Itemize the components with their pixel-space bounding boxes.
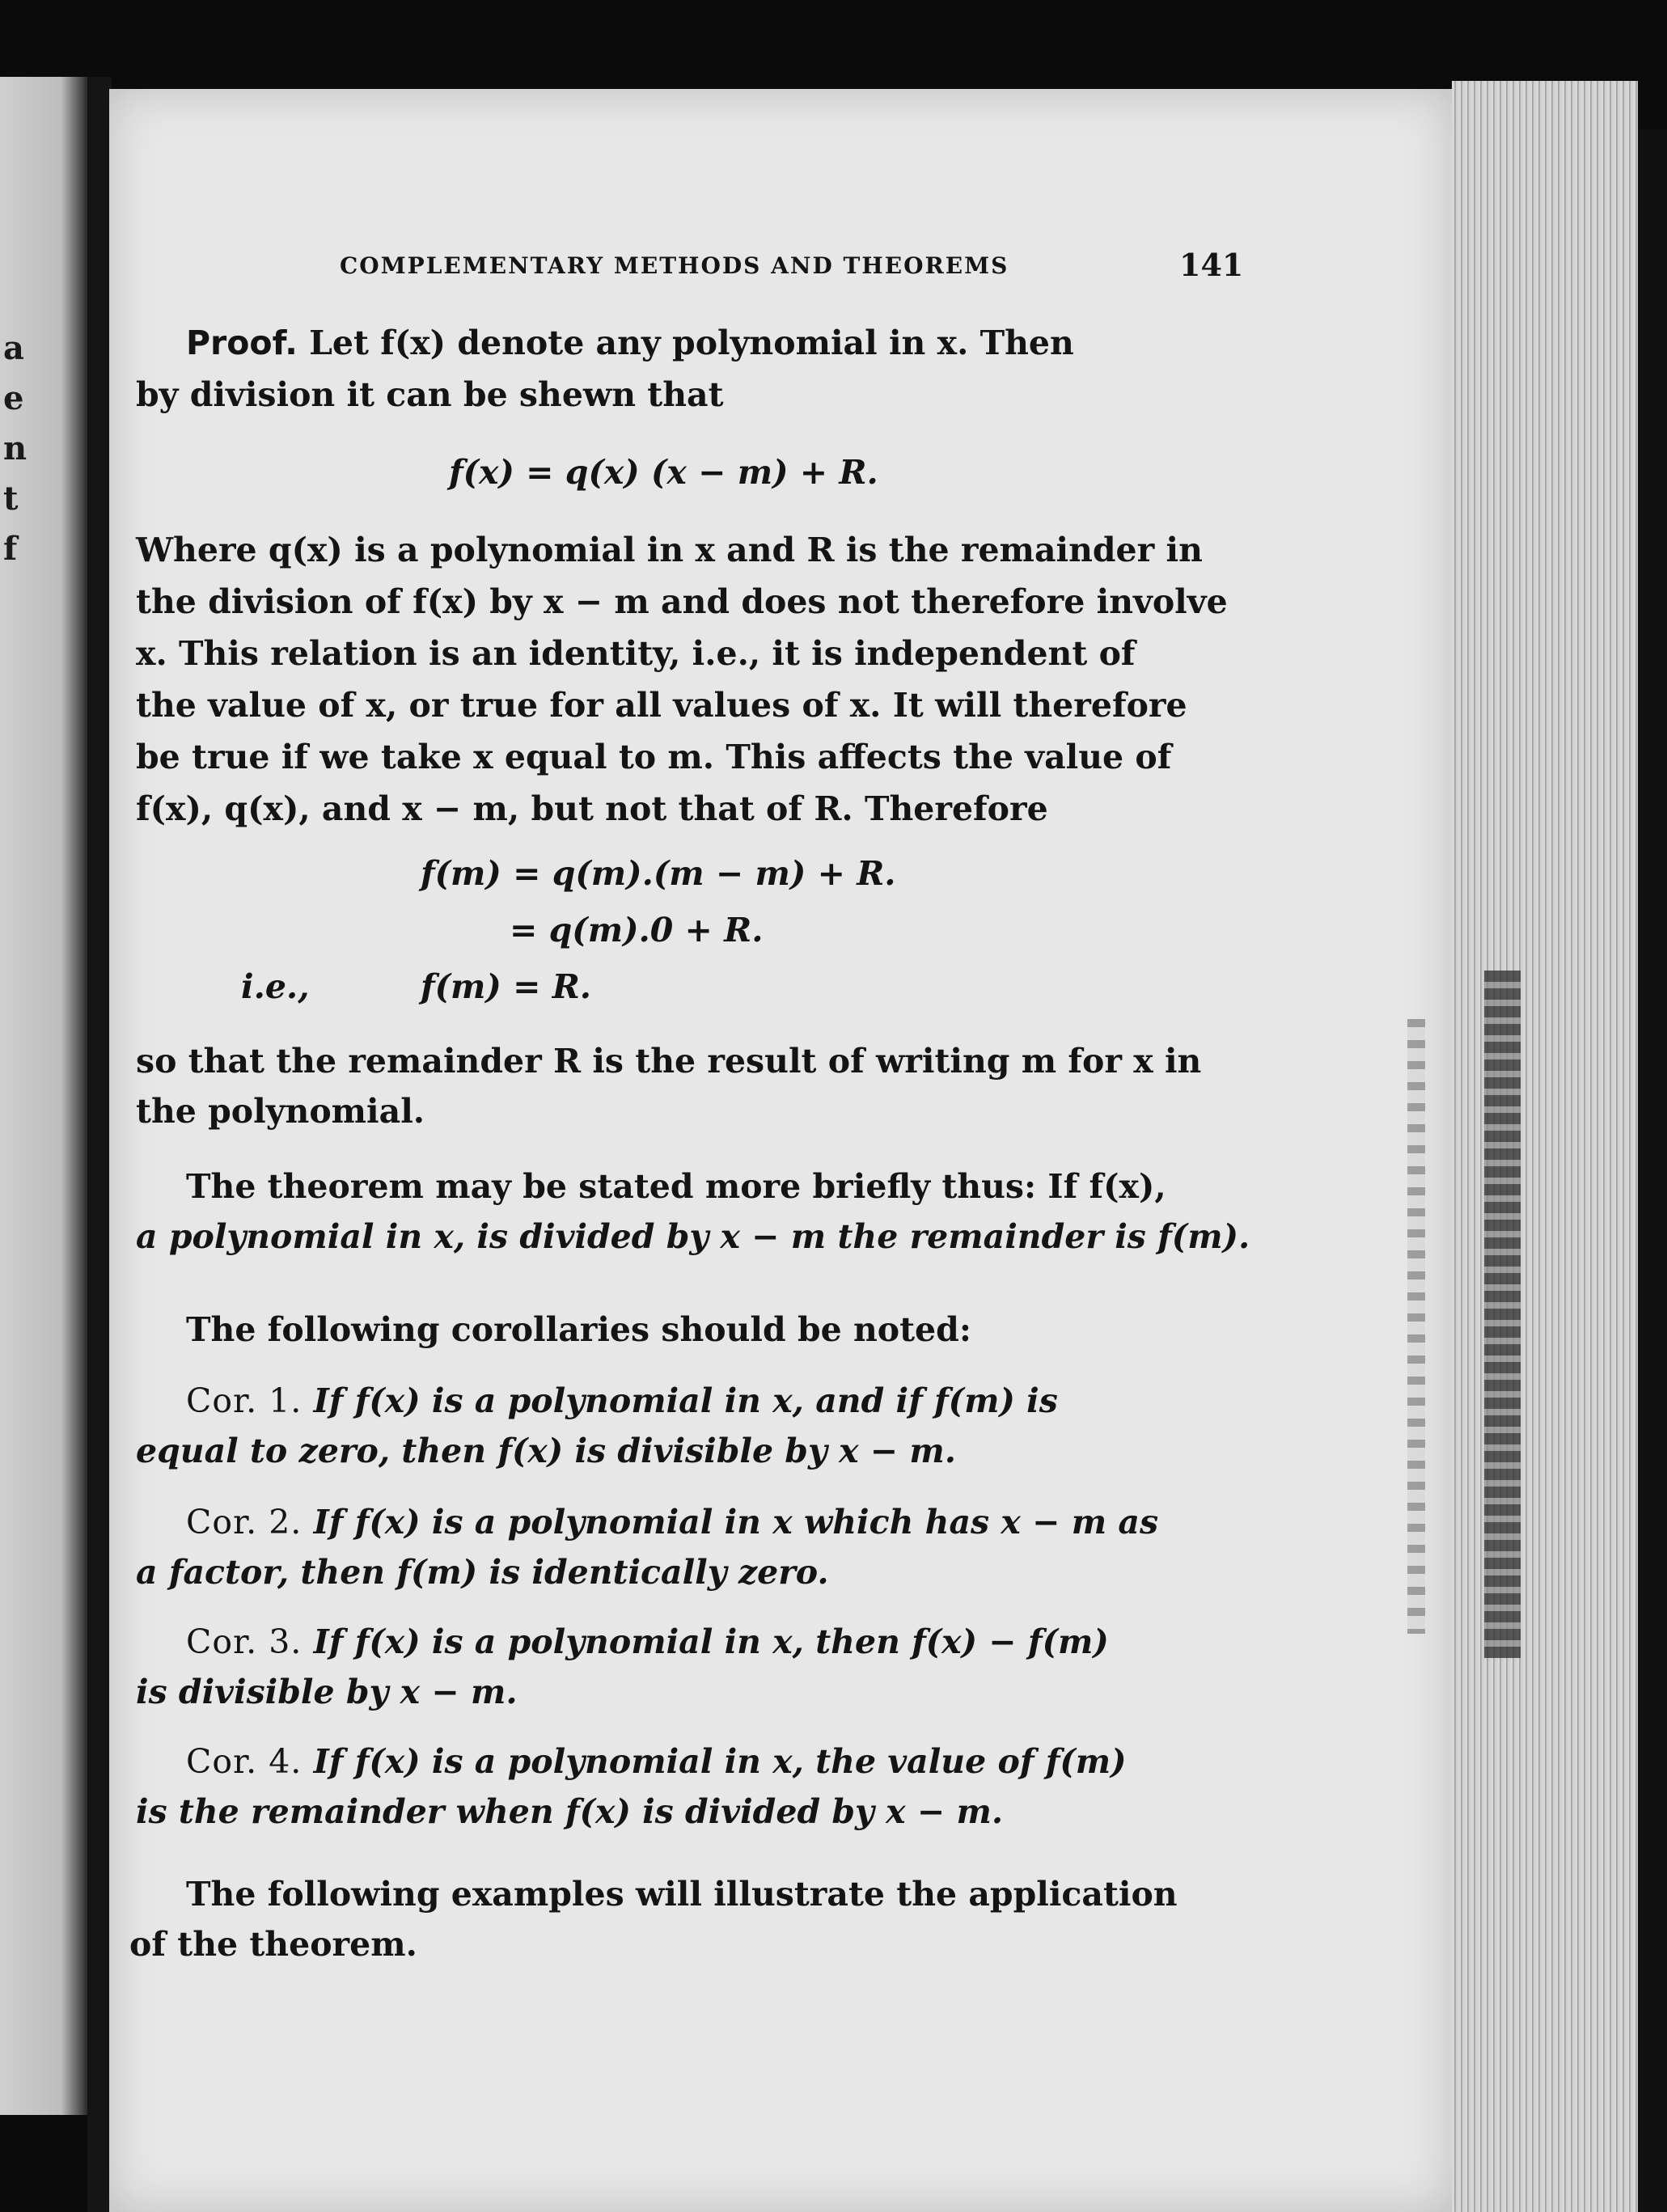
proof-line-1: [186, 324, 1074, 362]
book-gutter: [87, 77, 112, 2212]
proof-label: Proof.: [186, 324, 298, 362]
running-header: COMPLEMENTARY METHODS AND THEOREMS: [340, 252, 1009, 279]
corollary-label: Cor. 3.: [186, 1622, 303, 1661]
corollary-2-line-2: a factor, then f(m) is identically zero.: [136, 1553, 829, 1592]
closing-line-2: of the theorem.: [129, 1925, 417, 1964]
corollary-text: If f(x) is a polynomial in x, the value of f(m): [313, 1742, 1127, 1781]
corollary-label: Cor. 4.: [186, 1742, 303, 1781]
theorem-line-1: The theorem may be stated more briefly thus: If f(x),: [186, 1167, 1166, 1206]
theorem-line-2: a polynomial in x, is divided by x − m the remainder is f(m).: [136, 1217, 1250, 1256]
paragraph-line: the polynomial.: [136, 1092, 425, 1131]
paragraph-line: the division of f(x) by x − m and does not therefore involve: [136, 582, 1228, 621]
paragraph-line: x. This relation is an identity, i.e., it is independent of: [136, 634, 1136, 673]
proof-line-2: by division it can be shewn that: [136, 375, 724, 414]
corollary-text: If f(x) is a polynomial in x, then f(x) − f(m): [313, 1622, 1109, 1661]
corollary-label: Cor. 1.: [186, 1381, 303, 1420]
corollary-3-line-1: [186, 1622, 1109, 1661]
corollary-text: If f(x) is a polynomial in x which has x − m as: [313, 1503, 1159, 1542]
left-page-text-fragments: a e n t f: [3, 329, 28, 568]
corollaries-intro: The following corollaries should be noted:: [186, 1310, 971, 1349]
closing-line-1: The following examples will illustrate the application: [186, 1875, 1178, 1914]
corollary-4-line-1: [186, 1742, 1127, 1781]
right-background: [1638, 129, 1667, 2212]
paragraph-line: f(x), q(x), and x − m, but not that of R. Therefore: [136, 789, 1048, 828]
page-number: 141: [1179, 247, 1244, 283]
corollary-label: Cor. 2.: [186, 1503, 303, 1542]
corollary-3-line-2: is divisible by x − m.: [136, 1673, 518, 1711]
corollary-text: If f(x) is a polynomial in x, and if f(m) is: [313, 1381, 1058, 1420]
page-edges: [1452, 81, 1638, 2212]
edge-stamp: [1484, 971, 1521, 1658]
equation-4: f(m) = R.: [421, 967, 592, 1006]
paragraph-line: Where q(x) is a polynomial in x and R is the remainder in: [136, 531, 1203, 569]
paragraph-line: so that the remainder R is the result of writing m for x in: [136, 1042, 1202, 1081]
corollary-1-line-2: equal to zero, then f(x) is divisible by x − m.: [136, 1432, 957, 1470]
corollary-2-line-1: [186, 1503, 1158, 1542]
proof-line-1-text: Let f(x) denote any polynomial in x. Then: [309, 324, 1074, 362]
equation-1: f(x) = q(x) (x − m) + R.: [449, 453, 878, 492]
paragraph-line: the value of x, or true for all values of x. It will therefore: [136, 686, 1187, 725]
equation-3: = q(m).0 + R.: [510, 911, 764, 950]
equation-2: f(m) = q(m).(m − m) + R.: [421, 854, 896, 893]
corollary-1-line-1: [186, 1381, 1058, 1420]
corollary-4-line-2: is the remainder when f(x) is divided by x − m.: [136, 1792, 1004, 1831]
paragraph-line: be true if we take x equal to m. This affects the value of: [136, 738, 1172, 776]
ie-label: i.e.,: [241, 967, 310, 1006]
edge-stamp-faint: [1407, 1019, 1425, 1634]
